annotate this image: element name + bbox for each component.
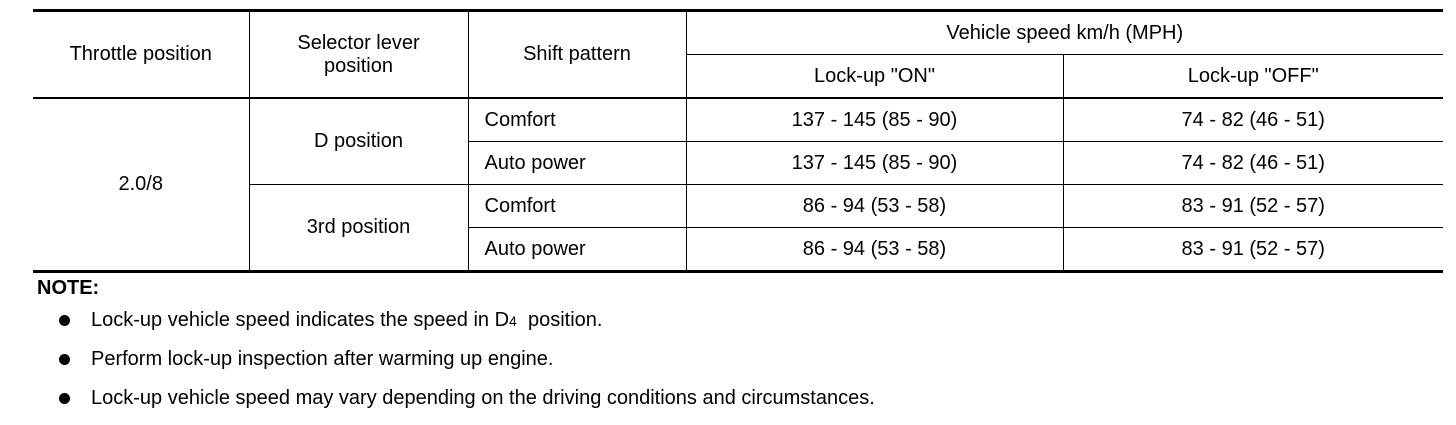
shift-pattern-cell: Auto power bbox=[468, 228, 686, 272]
bullet-icon bbox=[59, 393, 70, 404]
note-text: Lock-up vehicle speed may vary depending on the driving conditions and circumstances. bbox=[91, 387, 875, 409]
note-subscript: 4 bbox=[509, 313, 517, 329]
shift-pattern-cell: Auto power bbox=[468, 142, 686, 185]
lockup-on-cell: 137 - 145 (85 - 90) bbox=[686, 98, 1063, 142]
lockup-off-cell: 83 - 91 (52 - 57) bbox=[1063, 185, 1443, 228]
shift-pattern-cell: Comfort bbox=[468, 185, 686, 228]
throttle-value: 2.0/8 bbox=[33, 98, 249, 272]
note-item bbox=[37, 308, 1417, 332]
lockup-on-cell: 86 - 94 (53 - 58) bbox=[686, 185, 1063, 228]
bullet-icon bbox=[59, 315, 70, 326]
lockup-on-cell: 86 - 94 (53 - 58) bbox=[686, 228, 1063, 272]
lockup-off-cell: 74 - 82 (46 - 51) bbox=[1063, 142, 1443, 185]
shift-pattern-cell: Comfort bbox=[468, 98, 686, 142]
bullet-icon bbox=[59, 354, 70, 365]
notes-section bbox=[37, 276, 1417, 425]
lockup-on-header: Lock-up "ON" bbox=[686, 55, 1063, 99]
selector-cell: D position bbox=[249, 98, 468, 185]
selector-cell: 3rd position bbox=[249, 185, 468, 272]
note-text: Perform lock-up inspection after warming up engine. bbox=[91, 348, 554, 370]
header-row bbox=[33, 11, 1443, 55]
shift-pattern-header: Shift pattern bbox=[468, 11, 686, 99]
selector-header-line2: position bbox=[324, 54, 393, 77]
note-title: NOTE: bbox=[37, 277, 100, 299]
table-row bbox=[33, 98, 1443, 142]
throttle-header: Throttle position bbox=[33, 11, 249, 99]
lockup-speed-table bbox=[33, 9, 1443, 273]
lockup-on-cell: 137 - 145 (85 - 90) bbox=[686, 142, 1063, 185]
lockup-off-cell: 74 - 82 (46 - 51) bbox=[1063, 98, 1443, 142]
note-item bbox=[37, 347, 1417, 371]
vehicle-speed-header: Vehicle speed km/h (MPH) bbox=[686, 11, 1443, 55]
selector-header bbox=[249, 11, 468, 99]
note-text-tail: position. bbox=[516, 309, 603, 331]
note-text: Lock-up vehicle speed indicates the speed in D bbox=[91, 309, 510, 331]
note-item bbox=[37, 386, 1417, 410]
lockup-off-header: Lock-up "OFF" bbox=[1063, 55, 1443, 99]
selector-header-line1: Selector lever bbox=[297, 31, 420, 54]
lockup-off-cell: 83 - 91 (52 - 57) bbox=[1063, 228, 1443, 272]
